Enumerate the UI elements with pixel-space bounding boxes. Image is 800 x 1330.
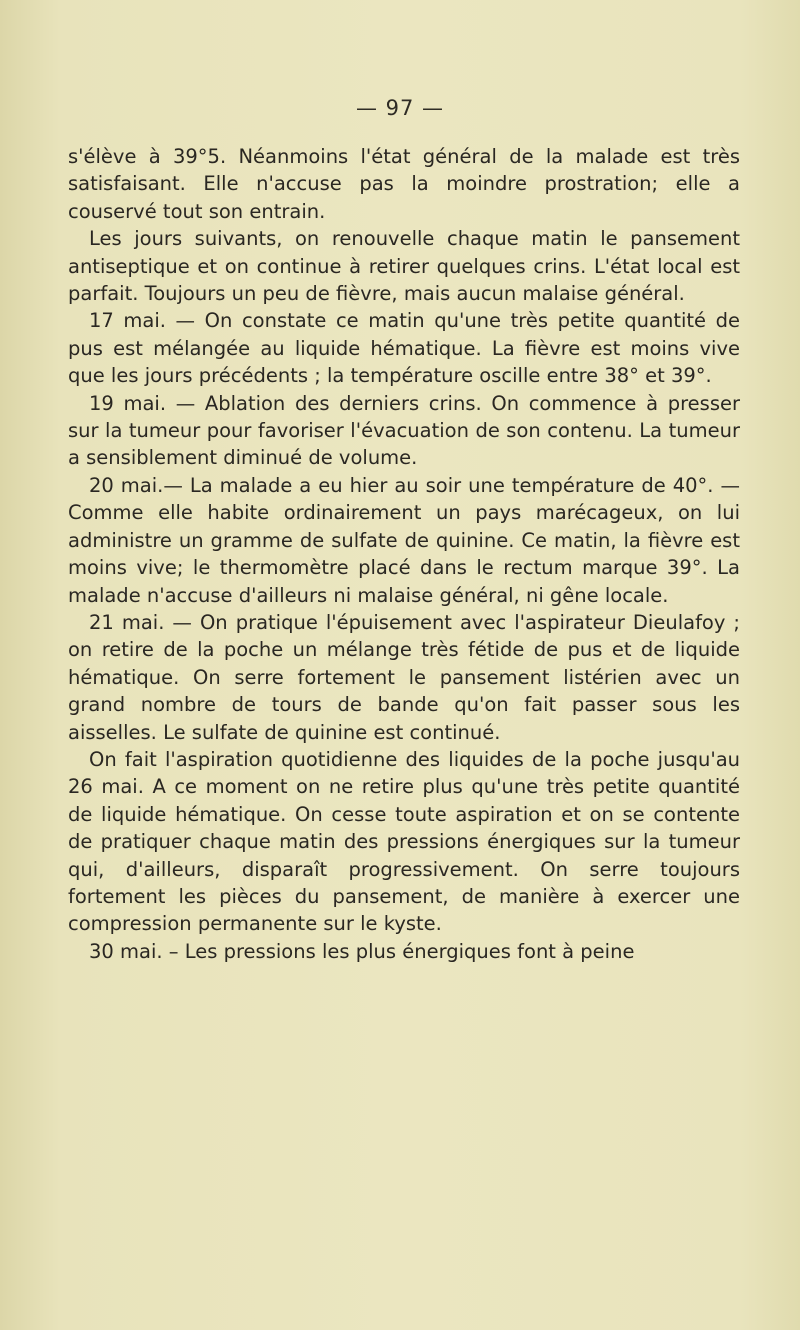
paragraph-21-mai: 21 mai. — On pratique l'épuisement avec l'aspirateur Dieulafoy ; on retire de la poche un mélange très fétide de pus et de liquide hématique. On serre fortement le pansement listérien avec un grand nombre de tours de bande qu'on fait passer sous les aisselles. Le sulfate de quinine est continué. <box>68 610 740 744</box>
paragraph-20-mai: 20 mai.— La malade a eu hier au soir une température de 40°. — Comme elle habite ordinairement un pays marécageux, on lui administre un gramme de sulfate de quinine. Ce matin, la fièvre est moins vive; le thermomètre placé dans le rectum marque 39°. La malade n'accuse d'ailleurs ni malaise général, ni gêne locale. <box>68 473 740 607</box>
page-number: — 97 — <box>355 96 445 120</box>
body-text <box>68 143 740 965</box>
paragraph-following-days: Les jours suivants, on renouvelle chaque matin le pansement antiseptique et on continue à retirer quelques crins. L'état local est parfait. Toujours un peu de fièvre, mais aucun malaise général. <box>68 227 740 306</box>
paragraph-continuation: s'élève à 39°5. Néanmoins l'état général de la malade est très satisfaisant. Elle n'accuse pas la moindre prostration; elle a couservé tout son entrain. <box>68 145 740 223</box>
paragraph-aspiration: On fait l'aspiration quotidienne des liquides de la poche jusqu'au 26 mai. A ce moment on ne retire plus qu'une très petite quantité de liquide hématique. On cesse toute aspiration et on se contente de pratiquer chaque matin des pressions énergiques sur la tumeur qui, d'ailleurs, disparaît progressivement. On serre toujours fortement les pièces du pansement, de manière à exercer une compression permanente sur le kyste. <box>68 747 740 936</box>
paragraph-30-mai: 30 mai. – Les pressions les plus énergiques font à peine <box>89 939 635 963</box>
paragraph-17-mai: 17 mai. — On constate ce matin qu'une très petite quantité de pus est mélangée au liquide hématique. La fièvre est moins vive que les jours précédents ; la température oscille entre 38° et 39°. <box>68 309 740 388</box>
paragraph-19-mai: 19 mai. — Ablation des derniers crins. On commence à presser sur la tumeur pour favoriser l'évacuation de son contenu. La tumeur a sensiblement diminué de volume. <box>68 391 740 470</box>
